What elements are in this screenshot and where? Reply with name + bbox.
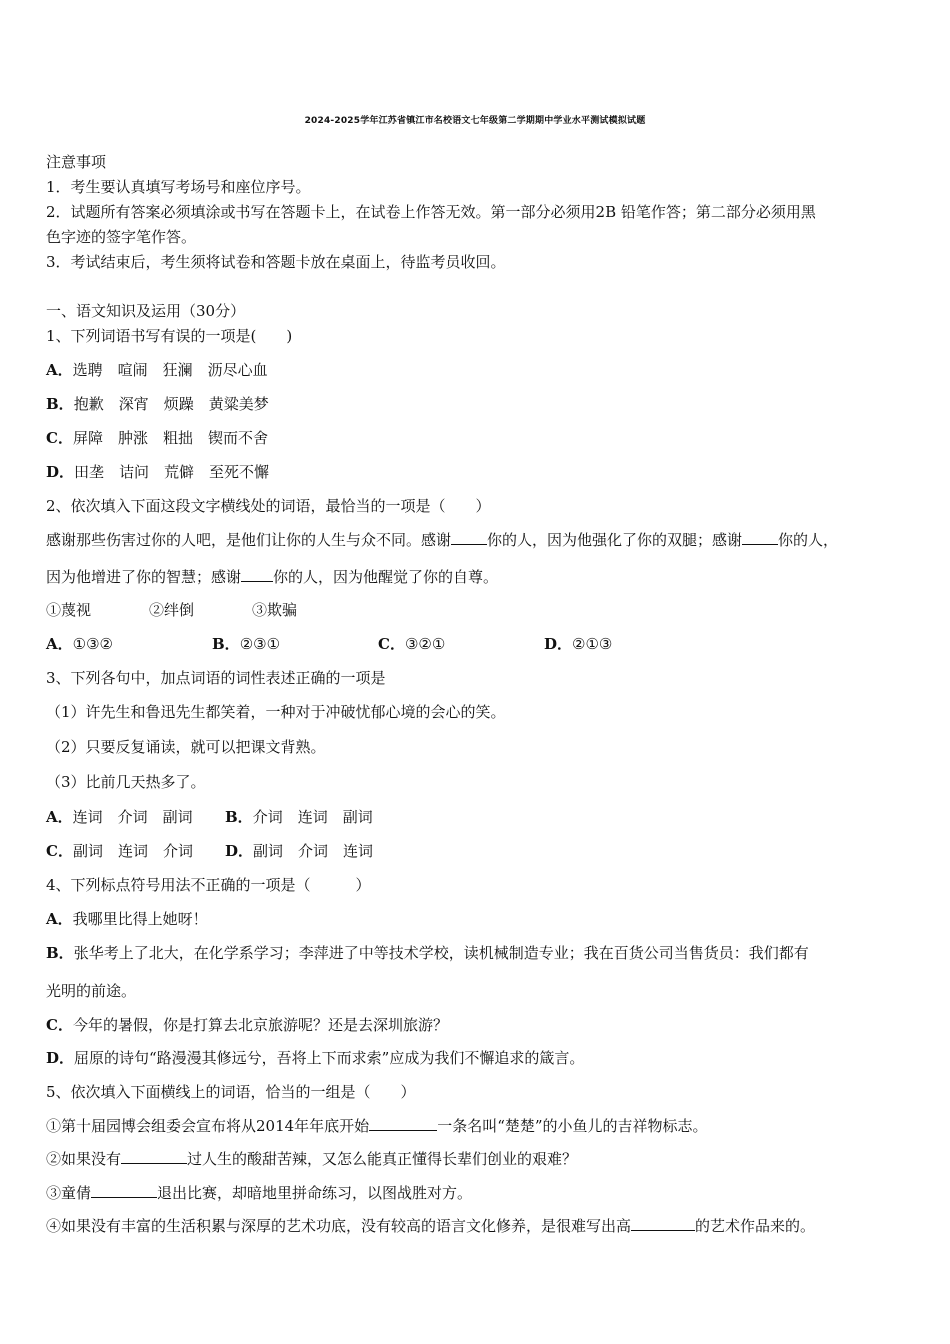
passage-text: 感谢那些伤害过你的人吧，是他们让你的人生与众不同。感谢: [46, 531, 452, 549]
option-text: 屏障 肿涨 粗拙 锲而不舍: [72, 429, 268, 447]
q3-sentence-3: （3）比前几天热多了。: [46, 773, 206, 791]
option-text: 今年的暑假，你是打算去北京旅游呢？还是去深圳旅游？: [72, 1016, 448, 1034]
q4-option-b-cont: 光明的前途。: [46, 982, 137, 1000]
q1-option-b: [46, 394, 269, 414]
section-heading: 一、语文知识及运用（30分）: [46, 302, 246, 320]
q3-option-d: [225, 841, 373, 861]
q3-options-row-2: [46, 841, 373, 861]
passage-text: 你的人，因为他醒觉了你的自尊。: [273, 568, 499, 586]
option-label: B．: [46, 395, 74, 413]
option-label: A．: [46, 361, 73, 379]
option-text: 连词 介词 副词: [72, 808, 193, 826]
q3-sentence-1: （1）许先生和鲁迅先生都笑着，一种对于冲破忧郁心境的会心的笑。: [46, 703, 506, 721]
q1-option-d: [46, 462, 269, 482]
option-text: ③②①: [404, 635, 446, 653]
option-text: 抱歉 深宵 烦躁 黄粱美梦: [73, 395, 269, 413]
notice-heading: 注意事项: [46, 153, 107, 171]
q1-option-c: [46, 428, 268, 448]
blank-line: [631, 1216, 695, 1231]
sentence-text: 的艺术作品来的。: [695, 1217, 816, 1235]
q3-options-row-1: [46, 807, 373, 827]
option-label: D．: [225, 842, 254, 860]
sentence-text: 过人生的酸甜苦辣，又怎么能真正懂得长辈们创业的艰难？: [187, 1150, 578, 1168]
q3-option-b: [225, 807, 373, 827]
blank-line: [742, 530, 778, 545]
option-text: 我哪里比得上她呀！: [72, 910, 208, 928]
q2-options: [46, 634, 612, 654]
word-item: ②绊倒: [149, 601, 195, 619]
passage-text: 你的人，因为他强化了你的双腿；感谢: [487, 531, 743, 549]
q3-option-c: [46, 841, 225, 861]
sentence-text: ④如果没有丰富的生活积累与深厚的艺术功底，没有较高的语言文化修养，是很难写出高: [46, 1217, 632, 1235]
q5-sentence-3: [46, 1183, 472, 1203]
sentence-text: ①第十届园博会组委会宣布将从2014年年底开始: [46, 1117, 370, 1135]
option-label: C．: [46, 1016, 73, 1034]
word-item: ③欺骗: [252, 601, 298, 619]
q2-option-d: [544, 634, 612, 654]
q1-stem: 1、下列词语书写有误的一项是( ): [46, 327, 293, 345]
blank-line: [121, 1149, 187, 1164]
page-title: 2024-2025学年江苏省镇江市名校语文七年级第二学期期中学业水平测试模拟试题: [304, 116, 646, 126]
option-label: C．: [46, 429, 73, 447]
blank-line: [369, 1116, 437, 1131]
blank-line: [241, 567, 273, 582]
option-label: A．: [46, 910, 73, 928]
option-text: 介词 连词 副词: [252, 808, 373, 826]
q5-sentence-1: [46, 1116, 708, 1136]
sentence-text: 一条名叫“楚楚”的小鱼儿的吉祥物标志。: [437, 1117, 708, 1135]
q3-stem: 3、下列各句中，加点词语的词性表述正确的一项是: [46, 669, 386, 687]
option-text: ②①③: [572, 635, 613, 653]
q2-word-list: [46, 600, 297, 620]
option-text: 屈原的诗句“路漫漫其修远兮，吾将上下而求索”应成为我们不懈追求的箴言。: [74, 1049, 585, 1067]
option-label: A．: [46, 808, 73, 826]
word-item: ①蔑视: [46, 601, 92, 619]
q2-stem: 2、依次填入下面这段文字横线处的词语，最恰当的一项是（ ）: [46, 497, 491, 515]
option-label: B．: [212, 635, 240, 653]
q5-sentence-2: [46, 1149, 577, 1169]
q5-stem: 5、依次填入下面横线上的词语，恰当的一组是（ ）: [46, 1083, 416, 1101]
option-label: B．: [225, 808, 253, 826]
option-text: ②③①: [239, 635, 281, 653]
q2-option-c: [378, 634, 544, 654]
option-label: D．: [544, 635, 573, 653]
q2-option-b: [212, 634, 378, 654]
option-text: ①③②: [72, 635, 113, 653]
notice-item-1: 1．考生要认真填写考场号和座位序号。: [46, 178, 311, 196]
option-text: 副词 介词 连词: [253, 842, 374, 860]
q4-option-d: [46, 1048, 584, 1068]
notice-item-2: 2．试题所有答案必须填涂或书写在答题卡上，在试卷上作答无效。第一部分必须用2B 铅笔作答；第二部分必须用黑: [46, 203, 816, 221]
q2-passage-line-1: [46, 530, 838, 550]
q3-sentence-2: （2）只要反复诵读，就可以把课文背熟。: [46, 738, 326, 756]
q2-passage-line-2: [46, 567, 498, 587]
q1-option-a: [46, 360, 268, 380]
option-text: 副词 连词 介词: [72, 842, 193, 860]
q4-option-a: [46, 909, 208, 929]
sentence-text: ③童倩: [46, 1184, 92, 1202]
q4-option-b: [46, 943, 809, 963]
passage-text: 你的人，: [778, 531, 839, 549]
q2-option-a: [46, 634, 212, 654]
option-text: 田垄 诘问 荒僻 至死不懈: [74, 463, 270, 481]
option-label: A．: [46, 635, 73, 653]
option-text: 选聘 喧闹 狂澜 沥尽心血: [72, 361, 268, 379]
option-text: 张华考上了北大，在化学系学习；李萍进了中等技术学校，读机械制造专业；我在百货公司当售货员：我们都有: [73, 944, 809, 962]
option-label: C．: [378, 635, 405, 653]
q3-option-a: [46, 807, 225, 827]
q4-stem: 4、下列标点符号用法不正确的一项是（ ）: [46, 876, 371, 894]
sentence-text: 退出比赛，却暗地里拼命练习，以图战胜对方。: [157, 1184, 473, 1202]
q4-option-c: [46, 1015, 448, 1035]
passage-text: 因为他增进了你的智慧；感谢: [46, 568, 242, 586]
option-label: B．: [46, 944, 74, 962]
blank-line: [91, 1183, 157, 1198]
notice-item-3: 3．考试结束后，考生须将试卷和答题卡放在桌面上，待监考员收回。: [46, 253, 506, 271]
blank-line: [451, 530, 487, 545]
q5-sentence-4: [46, 1216, 815, 1236]
notice-item-2-cont: 色字迹的签字笔作答。: [46, 228, 197, 246]
sentence-text: ②如果没有: [46, 1150, 122, 1168]
option-label: C．: [46, 842, 73, 860]
option-label: D．: [46, 463, 75, 481]
option-label: D．: [46, 1049, 75, 1067]
